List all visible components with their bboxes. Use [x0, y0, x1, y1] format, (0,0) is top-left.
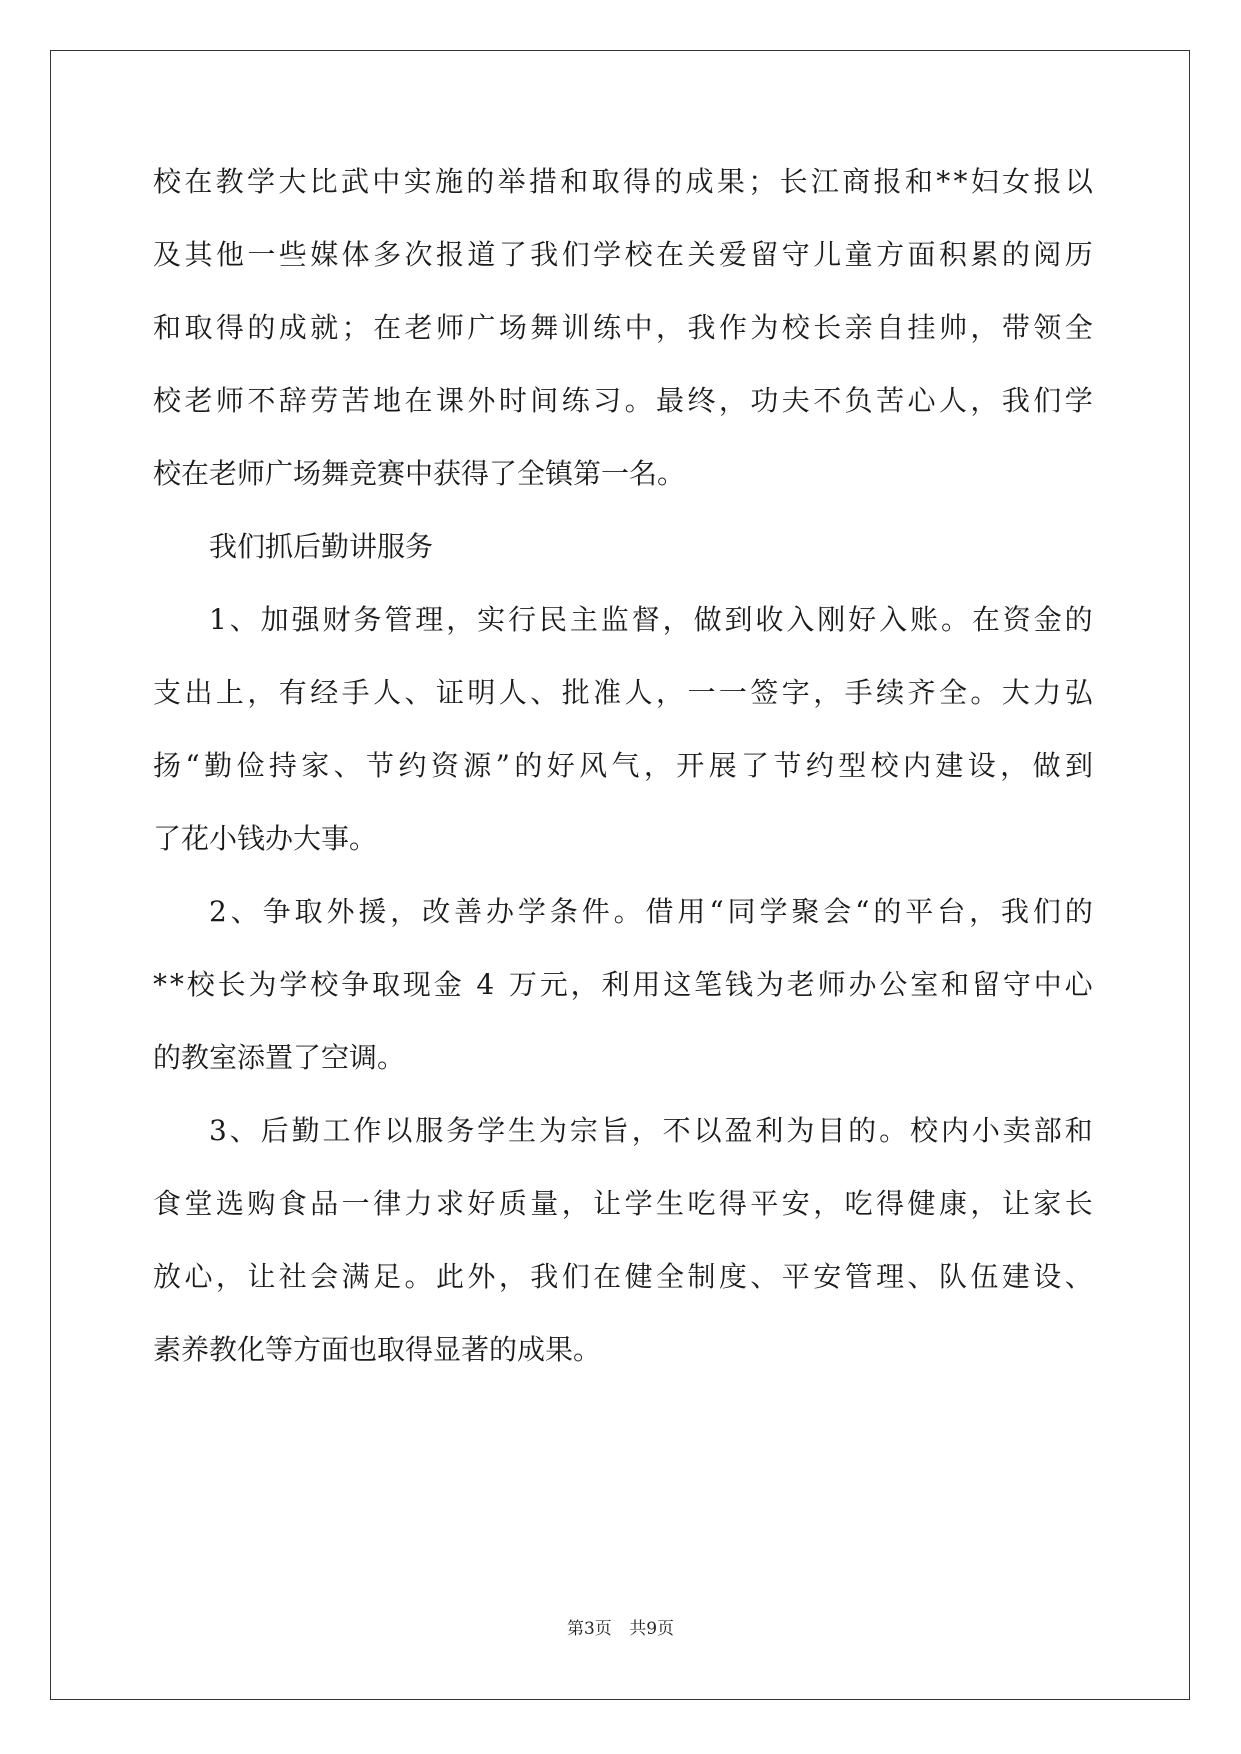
- text-line: 3 、 后 勤 工 作 以 服 务 学 生 为 宗 旨 ， 不 以 盈 利 为 目 的 。 校 内 小 卖 部 和: [209, 1114, 1093, 1147]
- page-number: 第3页: [566, 1619, 612, 1639]
- text-line: 放 心 ， 让 社 会 满 足 。 此 外 ， 我 们 在 健 全 制 度 、 平 安 管 理 、 队 伍 建 设 、: [153, 1260, 1093, 1293]
- text-line: * * 校 长 为 学 校 争 取 现 金 4 万 元 ， 利 用 这 笔 钱 为 老 师 办 公 室 和 留 守 中 心: [153, 968, 1093, 1001]
- text-line: 及 其 他 一 些 媒 体 多 次 报 道 了 我 们 学 校 在 关 爱 留 守 儿 童 方 面 积 累 的 阅 历: [153, 238, 1093, 271]
- text-line: 的教室添置了空调。: [153, 1041, 406, 1074]
- text-line: 校 老 师 不 辞 劳 苦 地 在 课 外 时 间 练 习 。 最 终 ， 功 夫 不 负 苦 心 人 ， 我 们 学: [153, 384, 1093, 417]
- text-line: 校 在 教 学 大 比 武 中 实 施 的 举 措 和 取 得 的 成 果 ； 长 江 商 报 和 * * 妇 女 报 以: [153, 165, 1093, 198]
- text-line: 素养教化等方面也取得显著的成果。: [153, 1333, 602, 1366]
- text-line: 了花小钱办大事。: [153, 822, 378, 855]
- page-total: 共9页: [629, 1619, 675, 1639]
- page-border: [50, 50, 1190, 1700]
- text-line: 支 出 上 ， 有 经 手 人 、 证 明 人 、 批 准 人 ， 一 一 签 字 ， 手 续 齐 全 。 大 力 弘: [153, 676, 1093, 709]
- text-line: 扬 “ 勤 俭 持 家 、 节 约 资 源 ” 的 好 风 气 ， 开 展 了 节 约 型 校 内 建 设 ， 做 到: [153, 749, 1093, 782]
- text-line: 和 取 得 的 成 就 ； 在 老 师 广 场 舞 训 练 中 ， 我 作 为 校 长 亲 自 挂 帅 ， 带 领 全: [153, 311, 1093, 344]
- text-line: 食 堂 选 购 食 品 一 律 力 求 好 质 量 ， 让 学 生 吃 得 平 安 ， 吃 得 健 康 ， 让 家 长: [153, 1187, 1093, 1220]
- page-footer: [0, 1614, 1241, 1639]
- text-line: 2 、 争 取 外 援 ， 改 善 办 学 条 件 。 借 用 “ 同 学 聚 会 “ 的 平 台 ， 我 们 的: [209, 895, 1093, 928]
- text-line: 校在老师广场舞竞赛中获得了全镇第一名。: [153, 457, 686, 490]
- text-line: 1 、 加 强 财 务 管 理 ， 实 行 民 主 监 督 ， 做 到 收 入 刚 好 入 账 。 在 资 金 的: [209, 603, 1093, 636]
- section-heading: 我们抓后勤讲服务: [209, 530, 434, 563]
